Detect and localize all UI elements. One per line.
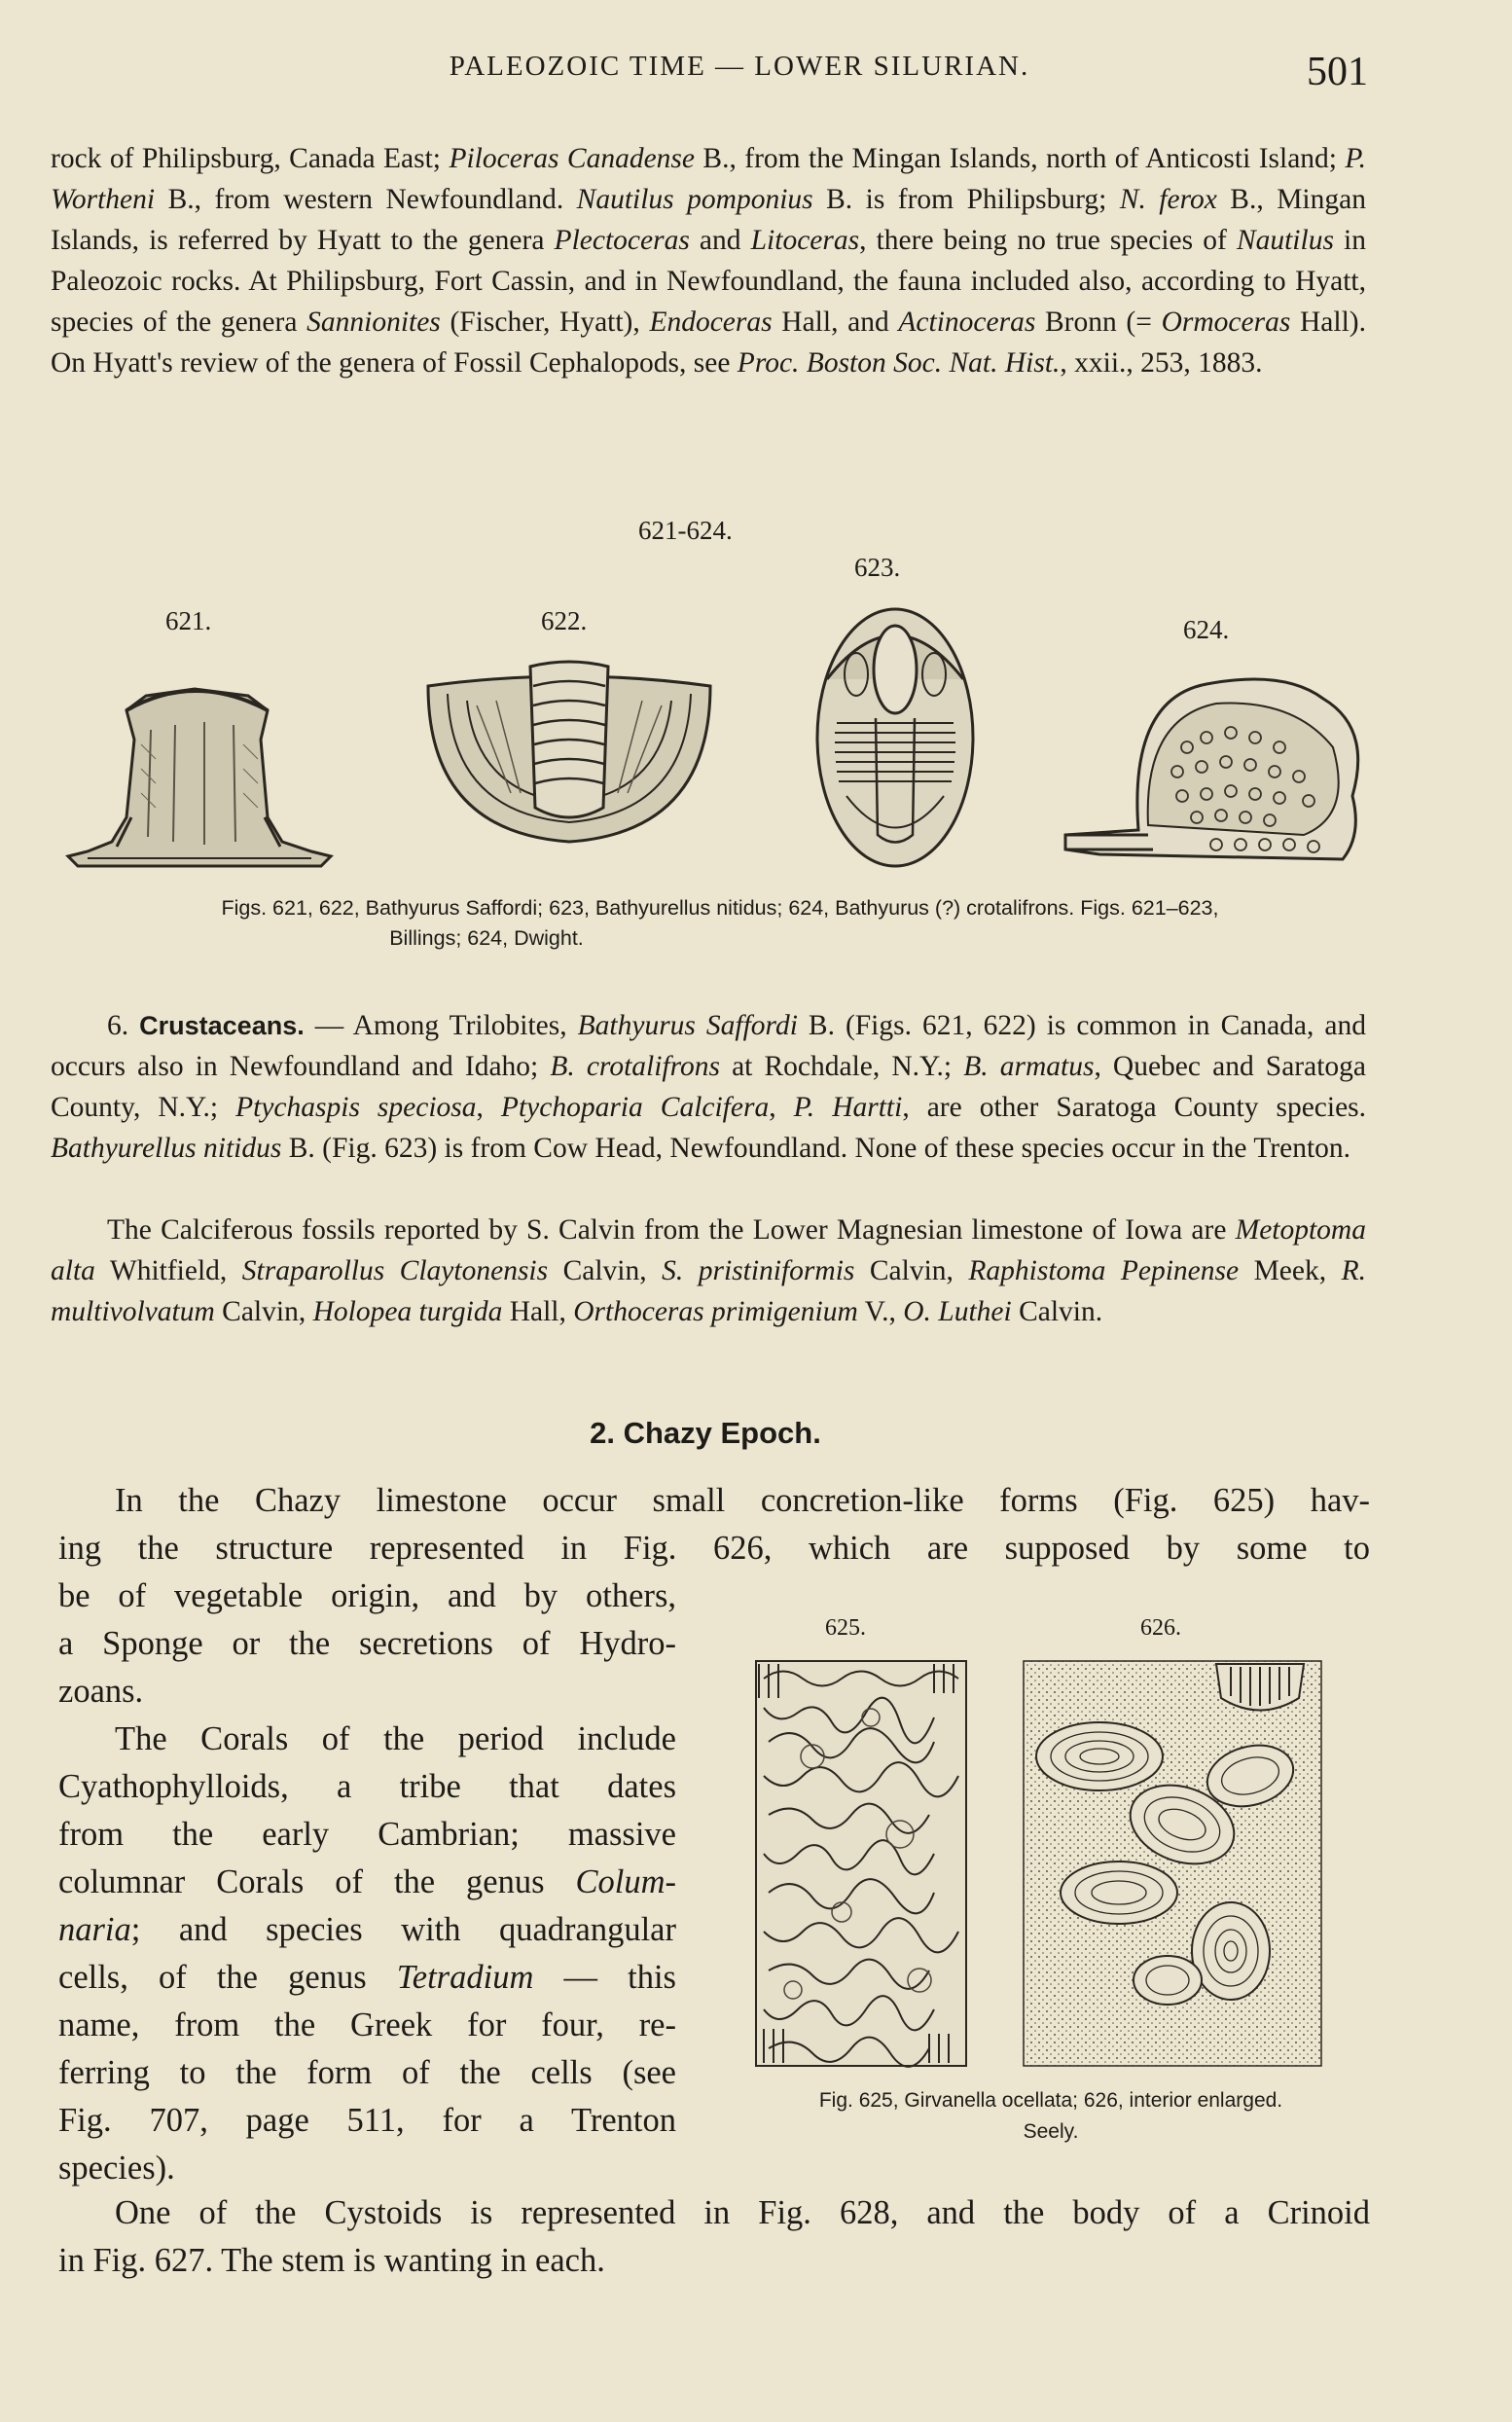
figure-caption-625-626 (720, 2085, 1382, 2148)
chazy-narrow-line (58, 1620, 676, 1668)
text-run: be of vegetable origin, and by others, (58, 1577, 676, 1614)
figure-caption-621-624 (58, 893, 1382, 954)
text-run: , xxii., 253, 1883. (1060, 347, 1263, 379)
text-run: Calvin, (548, 1255, 663, 1286)
text-run: and (689, 225, 751, 256)
italic-term: Bathyurus Saffordi (577, 1010, 798, 1041)
figure-label-621: 621. (165, 606, 212, 635)
chazy-narrow-line (58, 1906, 676, 1954)
text-run: Hall). On Hyatt's review of the genera of Fossil Cephalopods, see (51, 307, 1366, 379)
chazy-narrow-line (58, 2049, 676, 2097)
text-run: from the early Cambrian; massive (58, 1816, 676, 1853)
caption-line: Fig. 625, Girvanella ocellata; 626, interior enlarged. (818, 2089, 1283, 2112)
text-run: Bronn (= (1035, 307, 1162, 338)
text-run: V., (857, 1296, 904, 1327)
text-run: B. (Figs. 621, 622) is common in Canada, and occurs also in Newfoundland and Idaho; (51, 1010, 1366, 1082)
text-run: Calvin. (1011, 1296, 1103, 1327)
section-heading: 2. Chazy Epoch. (590, 1416, 821, 1450)
text-run: Calvin, (214, 1296, 313, 1327)
text-run: , (769, 1092, 794, 1123)
chazy-line: in Fig. 627. The stem is wanting in each. (58, 2242, 605, 2279)
italic-term: Litoceras (750, 225, 860, 256)
italic-term: B. armatus (963, 1051, 1095, 1082)
text-run: , (476, 1092, 501, 1123)
text-run: — this (533, 1959, 676, 1996)
text-run: cells, of the genus (58, 1959, 397, 1996)
figure-621-trilobite-head (58, 652, 341, 876)
text-run: — Among Trilobites, (304, 1010, 578, 1041)
text-run: rock of Philipsburg, Canada East; (51, 143, 450, 174)
text-run: Fig. 707, page 511, for a Trenton (58, 2102, 676, 2139)
text-run: B. (Fig. 623) is from Cow Head, Newfoundland. None of these species occur in the Trenton. (281, 1133, 1351, 1164)
text-run: , there being no true species of (859, 225, 1237, 256)
figure-622-trilobite-tail (418, 647, 720, 851)
chazy-narrow-line (58, 1572, 676, 1620)
italic-term: Plectoceras (554, 225, 690, 256)
text-run: , are other Saratoga County species. (902, 1092, 1367, 1123)
running-title: PALEOZOIC TIME — LOWER SILURIAN. (449, 51, 1030, 82)
text-run: 6. (107, 1010, 140, 1041)
text-run: (Fischer, Hyatt), (440, 307, 650, 338)
figure-label-624: 624. (1183, 615, 1230, 644)
chazy-line: In the Chazy limestone occur small concretion-like forms (Fig. 625) hav- (115, 1482, 1370, 1519)
italic-term: Sannionites (306, 307, 441, 338)
text-run: zoans. (58, 1673, 144, 1710)
chazy-narrow-line (58, 1954, 676, 2002)
text-run: The Corals of the period include (115, 1720, 676, 1757)
italic-term: Tetradium (396, 1959, 534, 1996)
text-run: The Calciferous fossils reported by S. Calvin from the Lower Magnesian limestone of Iowa are (107, 1214, 1236, 1246)
text-run: columnar Corals of the genus (58, 1863, 576, 1900)
italic-term: B. crotalifrons (550, 1051, 720, 1082)
italic-term: Holopea turgida (312, 1296, 503, 1327)
italic-term: naria (58, 1911, 131, 1948)
chazy-narrow-line (58, 1811, 676, 1859)
text-run: Hall, and (772, 307, 899, 338)
text-run: B. is from Philipsburg; (812, 184, 1120, 215)
italic-term: Endoceras (649, 307, 773, 338)
text-run: , Quebec and Saratoga County, N.Y.; (51, 1051, 1367, 1123)
italic-term: P. Hartti (793, 1092, 903, 1123)
italic-term: Straparollus Claytonensis (241, 1255, 549, 1286)
chazy-narrow-line (58, 1859, 676, 1906)
chazy-narrow-line (58, 1763, 676, 1811)
figure-label-625: 625. (825, 1615, 866, 1641)
italic-term: R. multivolvatum (51, 1255, 1366, 1327)
italic-term: Actinoceras (898, 307, 1036, 338)
text-run: B., Mingan Islands, is referred by Hyatt to the genera (51, 184, 1366, 256)
italic-term: P. Wortheni (51, 143, 1367, 215)
text-run: name, from the Greek for four, re- (58, 2006, 676, 2043)
text-run: Whitfield, (94, 1255, 242, 1286)
chazy-line: One of the Cystoids is represented in Fig. 628, and the body of a Crinoid (115, 2194, 1370, 2231)
figure-624-trilobite-head (1061, 660, 1372, 874)
figure-label-626: 626. (1140, 1615, 1181, 1641)
figure-626-interior-enlarged (1022, 1659, 1323, 2068)
text-run: ferring to the form of the cells (see (58, 2054, 676, 2091)
crustaceans-paragraph (51, 1005, 1366, 1169)
figure-623-trilobite (808, 601, 983, 874)
figure-625-girvanella (754, 1659, 968, 2068)
caption-line: Figs. 621, 622, Bathyurus Saffordi; 623, Bathyurellus nitidus; 624, Bathyurus (?) crotalifrons. Figs. 621–623, (221, 896, 1219, 920)
italic-term: O. Luthei (903, 1296, 1012, 1327)
italic-term: Ptychaspis speciosa (235, 1092, 477, 1123)
italic-term: Ormoceras (1161, 307, 1291, 338)
text-run: Hall, (502, 1296, 574, 1327)
chazy-line: ing the structure represented in Fig. 626, which are supposed by some to (58, 1530, 1370, 1567)
intro-paragraph (51, 138, 1366, 383)
italic-term: N. ferox (1119, 184, 1217, 215)
text-run: Cyathophylloids, a tribe that dates (58, 1768, 676, 1805)
text-run: ; and species with quadrangular (130, 1911, 676, 1948)
caption-line: Seely. (1023, 2120, 1079, 2143)
italic-term: Ptychoparia Calcifera (500, 1092, 770, 1123)
text-run: B., from western Newfoundland. (155, 184, 577, 215)
chazy-narrow-line (58, 2097, 676, 2145)
chazy-narrow-line (58, 2145, 676, 2192)
italic-term: Proc. Boston Soc. Nat. Hist. (737, 347, 1061, 379)
italic-term: Metoptoma alta (51, 1214, 1366, 1286)
calciferous-paragraph (51, 1210, 1366, 1332)
italic-term: Colum- (575, 1863, 676, 1900)
text-run: at Rochdale, N.Y.; (719, 1051, 964, 1082)
text-run: species). (58, 2150, 175, 2187)
chazy-narrow-line (58, 1668, 676, 1716)
italic-term: Piloceras Canadense (449, 143, 696, 174)
text-run: Calvin, (854, 1255, 969, 1286)
italic-term: Nautilus (1236, 225, 1334, 256)
text-run: in Paleozoic rocks. At Philipsburg, Fort Cassin, and in Newfoundland, the fauna included also, according to Hyatt, species of the genera (51, 225, 1367, 338)
figure-label-622: 622. (541, 606, 588, 635)
chazy-narrow-line (58, 2002, 676, 2049)
italic-term: S. pristiniformis (662, 1255, 855, 1286)
caption-line: Billings; 624, Dwight. (389, 926, 584, 950)
figure-label-623: 623. (854, 553, 901, 582)
text-run: B., from the Mingan Islands, north of Anticosti Island; (695, 143, 1346, 174)
italic-term: Orthoceras primigenium (573, 1296, 858, 1327)
italic-term: Nautilus pomponius (576, 184, 813, 215)
page-number: 501 (1307, 50, 1368, 94)
italic-term: Raphistoma Pepinense (968, 1255, 1240, 1286)
paragraph-run-heading: Crustaceans. (139, 1011, 305, 1040)
text-run: Meek, (1239, 1255, 1342, 1286)
figure-group-label: 621-624. (638, 516, 733, 545)
chazy-narrow-line (115, 1716, 676, 1763)
italic-term: Bathyurellus nitidus (51, 1133, 282, 1164)
text-run: a Sponge or the secretions of Hydro- (58, 1625, 676, 1662)
